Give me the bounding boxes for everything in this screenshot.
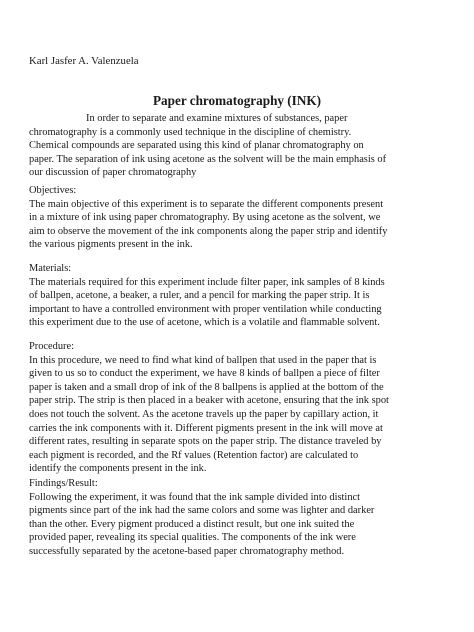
materials-line: The materials required for this experiment include filter paper, ink samples of 8 kinds xyxy=(29,276,385,288)
intro-line: In order to separate and examine mixtures of substances, paper xyxy=(86,113,348,124)
findings-line: than the other. Every pigment produced a distinct result, but one ink suited the xyxy=(29,518,355,530)
intro-paragraph xyxy=(29,112,454,180)
author-name: Karl Jasfer A. Valenzuela xyxy=(29,55,139,67)
objectives-line: in a mixture of ink using paper chromatography. By using acetone as the solvent, we xyxy=(29,212,381,224)
materials-line: this experiment due to the use of acetone, which is a volatile and flammable solvent. xyxy=(29,317,380,329)
findings-line: Following the experiment, it was found that the ink sample divided into distinct xyxy=(29,491,361,503)
procedure-line: does not touch the solvent. As the acetone travels up the paper by capillary action, it xyxy=(29,408,379,420)
materials-heading: Materials: xyxy=(29,263,72,274)
objectives-line: the various pigments present in the ink. xyxy=(29,239,193,251)
procedure-section xyxy=(29,340,454,476)
procedure-line: carries the ink components with it. Different pigments present in the ink will move at xyxy=(29,422,383,434)
procedure-line: different rates, resulting in separate spots on the paper strip. The distance traveled by xyxy=(29,436,382,448)
objectives-section xyxy=(29,184,454,252)
intro-line: chromatography is a commonly used technique in the discipline of chemistry. xyxy=(29,126,352,138)
procedure-line: In this procedure, we need to find what kind of ballpen that used in the paper that is xyxy=(29,354,377,366)
findings-section xyxy=(29,477,454,559)
materials-line: of ballpen, acetone, a beaker, a ruler, and a pencil for marking the paper strip. It is xyxy=(29,290,370,302)
intro-line: Chemical compounds are separated using this kind of planar chromatography on xyxy=(29,140,364,152)
intro-line: paper. The separation of ink using acetone as the solvent will be the main emphasis of xyxy=(29,153,387,165)
objectives-line: aim to observe the movement of the ink components along the paper strip and identify xyxy=(29,225,388,237)
findings-line: pigments since part of the ink had the same colors and some was lighter and darker xyxy=(29,505,375,517)
document-title: Paper chromatography (INK) xyxy=(152,93,321,108)
objectives-line: The main objective of this experiment is to separate the different components present xyxy=(29,198,384,210)
procedure-line: paper is taken and a small drop of ink of the 8 ballpens is applied at the bottom of the xyxy=(29,381,384,393)
procedure-line: paper strip. The strip is then placed in a beaker with acetone, ensuring that the ink spot xyxy=(29,395,389,407)
procedure-line: each pigment is recorded, and the Rf values (Retention factor) are calculated to xyxy=(29,449,359,461)
materials-section xyxy=(29,262,454,330)
procedure-line: given to us so to conduct the experiment, we have 8 kinds of ballpen a piece of filter xyxy=(29,368,380,380)
objectives-heading: Objectives: xyxy=(29,185,77,196)
findings-heading: Findings/Result: xyxy=(29,478,98,489)
materials-line: important to have a controlled environment with proper ventilation while conducting xyxy=(29,303,382,315)
procedure-heading: Procedure: xyxy=(29,341,75,352)
intro-line: our discussion of paper chromatography xyxy=(29,167,197,179)
findings-line: provided paper, revealing its special qualities. The components of the ink were xyxy=(29,532,356,544)
findings-line: successfully separated by the acetone-based paper chromatography method. xyxy=(29,545,345,557)
procedure-line: identify the components present in the ink. xyxy=(29,463,207,475)
